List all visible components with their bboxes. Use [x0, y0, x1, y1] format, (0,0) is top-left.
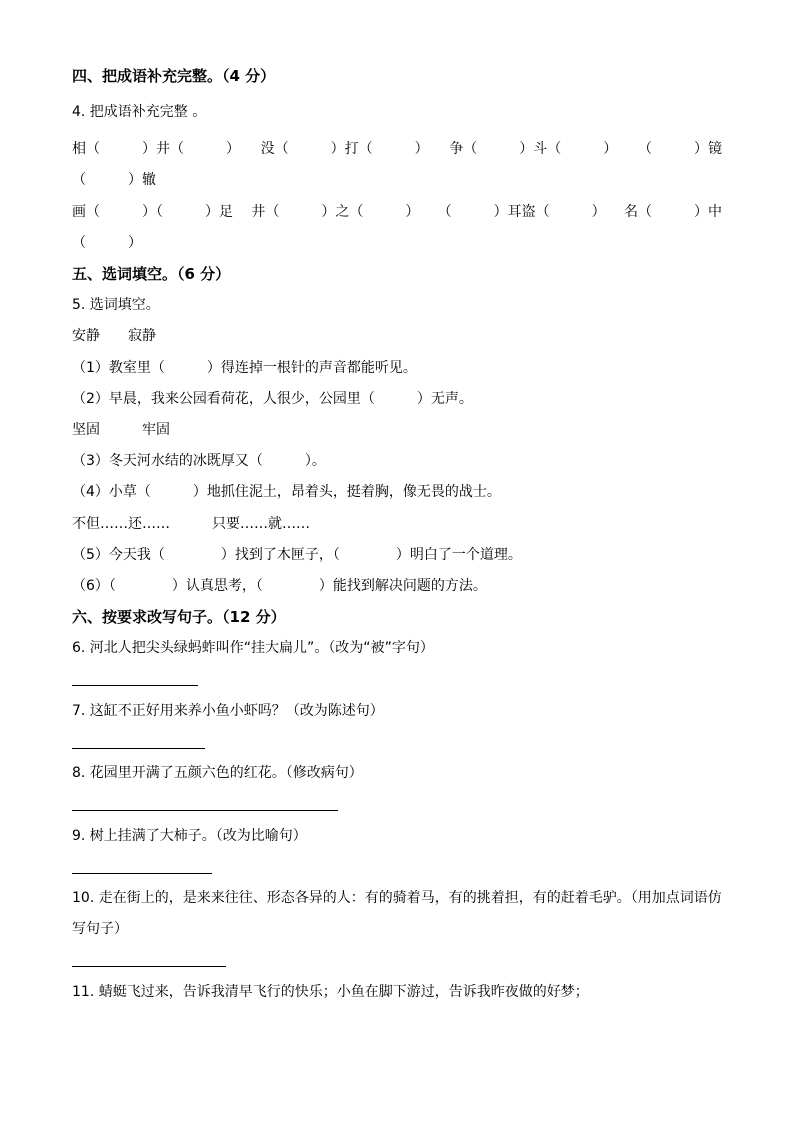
question-10: 10. 走在街上的，是来来往往、形态各异的人：有的骑着马，有的挑着担，有的赶着毛驴。（用加点词语仿: [72, 890, 722, 906]
idiom-4: （ ）镜: [637, 141, 722, 157]
blank-item-6: （6）（ ）认真思考，（ ）能找到解决问题的方法。: [72, 578, 487, 594]
blank-item-3: （3）冬天河水结的冰既厚又（ ）。: [72, 453, 326, 469]
blank-item-5: （5）今天我（ ）找到了木匣子，（ ）明白了一个道理。: [72, 547, 522, 563]
answer-line-7[interactable]: [72, 748, 205, 749]
idiom-8: 名（ ）中: [623, 204, 722, 220]
answer-line-9[interactable]: [72, 873, 212, 874]
word-group-2: 坚固 牢固: [72, 422, 170, 438]
answer-line-8[interactable]: [72, 810, 338, 811]
question-9: 9. 树上挂满了大柿子。（改为比喻句）: [72, 828, 307, 844]
idiom-5: 画（ ）（ ）足: [72, 204, 233, 220]
question-7: 7. 这缸不正好用来养小鱼小虾吗？（改为陈述句）: [72, 703, 384, 719]
idiom-row-1-continued: （ ）辙: [72, 172, 156, 188]
question-6: 6. 河北人把尖头绿蚂蚱叫作“挂大扁儿”。（改为“被”字句）: [72, 640, 434, 656]
question-11: 11. 蜻蜓飞过来，告诉我清早飞行的快乐；小鱼在脚下游过，告诉我昨夜做的好梦；: [72, 984, 589, 1000]
answer-line-6[interactable]: [72, 685, 198, 686]
word-group-1: 安静 寂静: [72, 328, 156, 344]
question-8: 8. 花园里开满了五颜六色的红花。（修改病句）: [72, 765, 363, 781]
idiom-2: 没（ ）打（ ）: [260, 141, 429, 157]
blank-item-1: （1）教室里（ ）得连掉一根针的声音都能听见。: [72, 360, 417, 376]
blank-item-4: （4）小草（ ）地抓住泥土，昂着头，挺着胸，像无畏的战士。: [72, 484, 501, 500]
idiom-3: 争（ ）斗（ ）: [449, 141, 618, 157]
question-5: 5. 选词填空。: [72, 297, 160, 313]
idiom-6: 井（ ）之（ ）: [251, 204, 420, 220]
question-10-continued: 写句子）: [72, 921, 128, 937]
section-5-heading: 五、选词填空。（6 分）: [72, 265, 231, 283]
section-6-heading: 六、按要求改写句子。（12 分）: [72, 608, 286, 626]
blank-item-2: （2）早晨，我来公园看荷花，人很少，公园里（ ）无声。: [72, 391, 473, 407]
idiom-7: （ ）耳盗（ ）: [437, 204, 606, 220]
idiom-1: 相（ ）井（ ）: [72, 141, 240, 157]
idiom-row-2-continued: （ ）: [72, 235, 142, 251]
answer-line-10[interactable]: [72, 966, 226, 967]
idiom-row-2: [72, 202, 722, 222]
idiom-row-1: [72, 139, 722, 159]
question-4: 4. 把成语补充完整 。: [72, 104, 207, 120]
word-group-3: 不但……还…… 只要……就……: [72, 516, 310, 532]
section-4-heading: 四、把成语补充完整。（4 分）: [72, 67, 276, 85]
